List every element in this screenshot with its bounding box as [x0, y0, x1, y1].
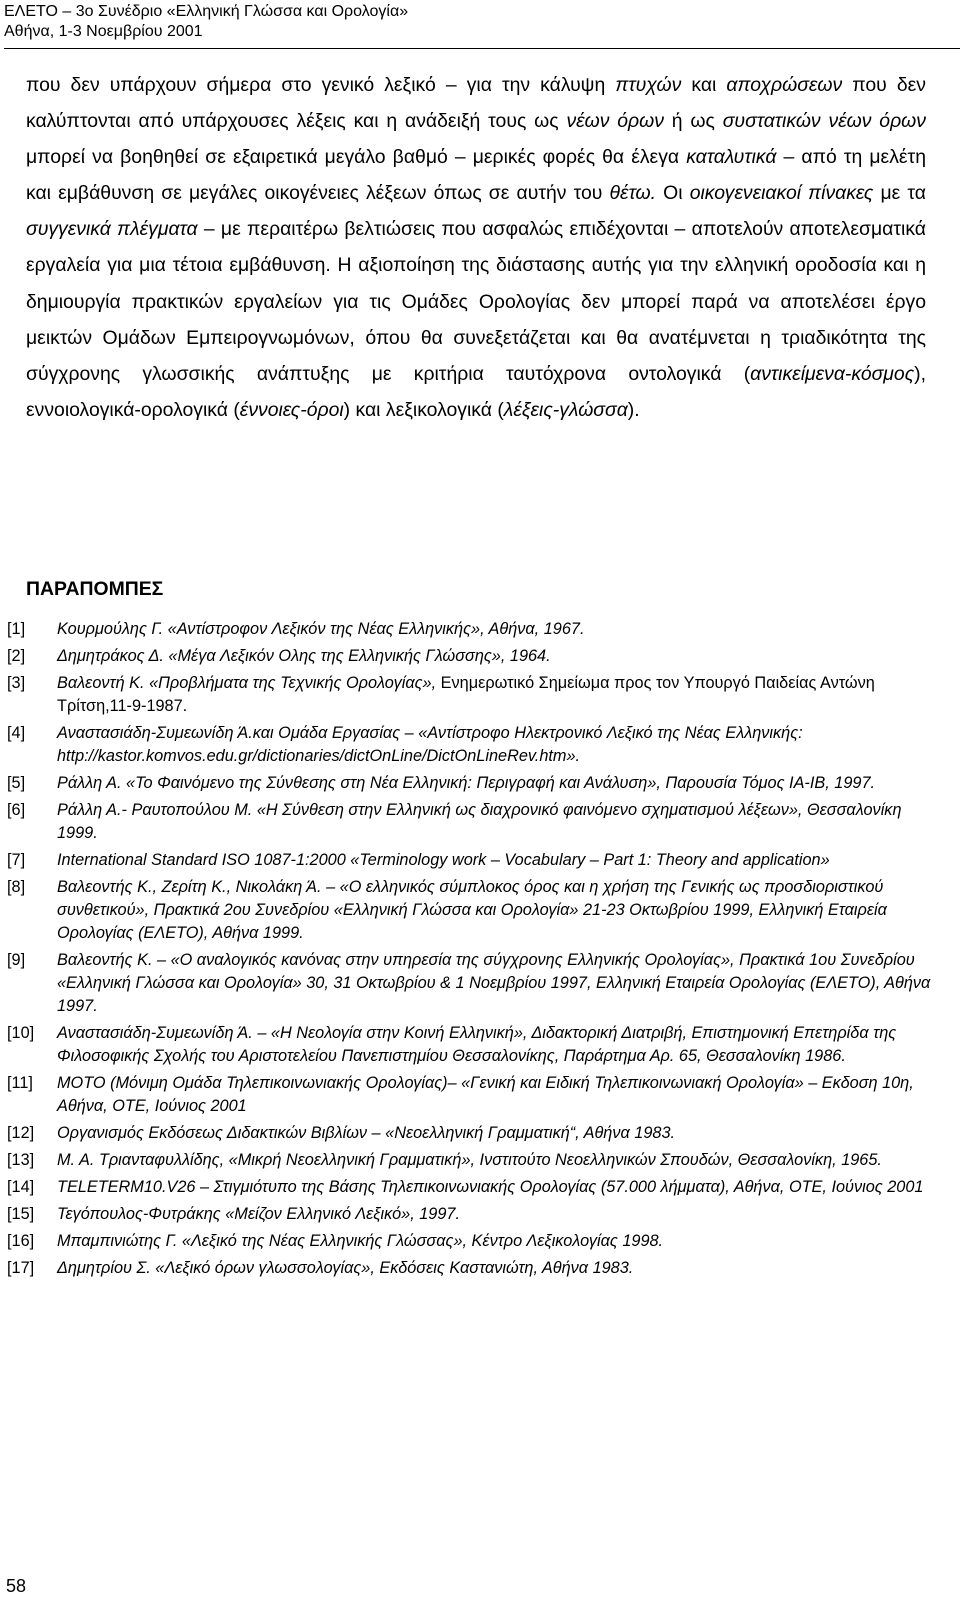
text-run: ), εννοιολογικά-ορολογικά (	[26, 362, 926, 421]
header-divider	[4, 48, 960, 49]
italic-term: καταλυτικά	[686, 146, 777, 169]
italic-term: συγγενικά πλέγματα	[26, 218, 198, 241]
reference-item	[7, 722, 937, 768]
reference-number: [1]	[7, 620, 26, 638]
reference-number: [2]	[7, 647, 26, 665]
text-run: – από τη μελέτη και εμβάθυνση σε μεγάλες οικογένειες λέξεων όπως σε αυτήν του	[26, 146, 926, 205]
reference-text	[57, 672, 937, 718]
reference-text	[57, 876, 937, 945]
reference-number: [17]	[7, 1259, 35, 1277]
body-paragraph	[26, 67, 926, 428]
reference-item	[7, 1176, 937, 1199]
reference-number: [4]	[7, 724, 26, 742]
header-date-location: Αθήνα, 1-3 Νοεμβρίου 2001	[4, 23, 203, 40]
reference-number: [12]	[7, 1124, 35, 1142]
reference-text-part: Βαλεοντή Κ. «Προβλήματα της Τεχνικής Ορολογίας»,	[57, 674, 441, 692]
italic-term: αποχρώσεων	[726, 74, 843, 96]
text-run: Οι	[656, 182, 690, 205]
reference-text-part: Ράλλη Α. «Το Φαινόμενο της Σύνθεσης στη Νέα Ελληνική: Περιγραφή και Ανάλυση», Παρουσία Τόμος ΙΑ-ΙΒ, 1997.	[57, 774, 876, 792]
reference-item	[7, 1022, 937, 1068]
text-run: ).	[627, 398, 640, 421]
reference-number: [11]	[7, 1074, 33, 1092]
reference-number: [5]	[7, 774, 26, 792]
text-run: – με περαιτέρω βελτιώσεις που ασφαλώς επιδέχονται – αποτελούν αποτελεσματικά εργαλεία για μια τέτοια εμβάθυνση. Η αξιοποίηση της διάστασης αυτής για την ελληνική ορoδοσία και η δημιουργία πρακτικών εργαλείων για τις Ομάδες Ορολογίας δεν μπορεί παρά να αποτελέσει έργο μεικτών Ομάδων Εμπειρογνωμόνων, όπου θα συνεξετάζεται και θα ανατέμνεται η τριαδικότητα της σύγχρονης γλωσσικής ανάπτυξης με κριτήρια ταυτόχρονα οντολογικά (	[26, 218, 926, 385]
reference-text	[57, 1122, 937, 1145]
paragraph-text	[26, 67, 926, 428]
reference-text-part: Δημητρίου Σ. «Λεξικό όρων γλωσσολογίας», Εκδόσεις Καστανιώτη, Αθήνα 1983.	[57, 1259, 634, 1277]
reference-number: [16]	[7, 1232, 35, 1250]
text-run: που δεν υπάρχουν σήμερα στο γενικό λεξικό – για την κάλυψη	[26, 74, 616, 96]
reference-item	[7, 1072, 937, 1118]
reference-text-part: Αναστασιάδη-Συμεωνίδη Ά.και Ομάδα Εργασίας – «Αντίστροφο Ηλεκτρονικό Λεξικό της Νέας Ελληνικής: http://kastor.komvos.edu.gr/dictionaries/dictOnLine/DictOnLineRev.htm».	[57, 724, 803, 765]
reference-number: [9]	[7, 951, 26, 969]
text-run: και	[681, 74, 727, 96]
italic-term: έννοιες-όροι	[239, 398, 344, 421]
reference-number: [3]	[7, 674, 26, 692]
text-run: μπορεί να βοηθηθεί σε εξαιρετικά μεγάλο βαθμό – μερικές φορές θα έλεγα	[26, 146, 687, 169]
reference-text	[57, 1149, 937, 1172]
reference-number: [15]	[7, 1205, 35, 1223]
reference-text-part: Μπαμπινιώτης Γ. «Λεξικό της Νέας Ελληνικής Γλώσσας», Κέντρο Λεξικολογίας 1998.	[57, 1232, 664, 1250]
reference-number: [7]	[7, 851, 26, 869]
reference-text	[57, 645, 937, 668]
reference-text	[57, 949, 937, 1018]
text-run: ) και λεξικολογικά (	[343, 398, 504, 421]
reference-text-part: Δημητράκος Δ. «Μέγα Λεξικόν Ολης της Ελληνικής Γλώσσης», 1964.	[57, 647, 551, 665]
reference-text	[57, 1203, 937, 1226]
reference-text-part: Τεγόπουλος-Φυτράκης «Μείζον Ελληνικό Λεξικό», 1997.	[57, 1205, 460, 1223]
reference-text	[57, 772, 937, 795]
text-run: ή ως	[663, 110, 723, 133]
reference-text	[57, 618, 937, 641]
reference-item	[7, 849, 937, 872]
reference-text-part: Κουρμούλης Γ. «Αντίστροφον Λεξικόν της Νέας Ελληνικής», Αθήνα, 1967.	[57, 620, 585, 638]
reference-item	[7, 949, 937, 1018]
reference-item	[7, 1257, 937, 1280]
reference-item	[7, 672, 937, 718]
reference-number: [10]	[7, 1024, 35, 1042]
reference-number: [6]	[7, 801, 26, 819]
reference-item	[7, 799, 937, 845]
reference-item	[7, 1149, 937, 1172]
reference-text	[57, 1072, 937, 1118]
reference-text-part: Αναστασιάδη-Συμεωνίδη Ά. – «Η Νεολογία στην Κοινή Ελληνική», Διδακτορική Διατριβή, Επιστημονική Επετηρίδα της Φιλοσοφικής Σχολής του Αριστοτελείου Πανεπιστημίου Θεσσαλονίκης, Παράρτημα Αρ. 65, Θεσσαλονίκη 1986.	[57, 1024, 897, 1065]
reference-item	[7, 645, 937, 668]
reference-text-part: International Standard ISO 1087-1:2000 «Terminology work – Vocabulary – Part 1: Theory and application»	[57, 851, 830, 869]
reference-item	[7, 1230, 937, 1253]
references-heading: ΠΑΡΑΠΟΜΠΕΣ	[26, 578, 164, 600]
reference-text-part: Ράλλη Α.- Ραυτοπούλου Μ. «Η Σύνθεση στην Ελληνική ως διαχρονικό φαινόμενο σχηματισμού λέξεων», Θεσσαλονίκη 1999.	[57, 801, 902, 842]
page-header	[4, 2, 408, 42]
reference-text-part: Βαλεοντής Κ. – «Ο αναλογικός κανόνας στην υπηρεσία της σύγχρονης Ελληνικής Ορολογίας», Πρακτικά 1ου Συνεδρίου «Ελληνική Γλώσσα και Ορολογία» 30, 31 Οκτωβρίου & 1 Νοεμβρίου 1997, Ελληνική Εταιρεία Ορολογίας (ΕΛΕΤΟ), Αθήνα 1997.	[57, 951, 931, 1015]
reference-number: [8]	[7, 878, 26, 896]
reference-text-part: Ενημερωτικό Σημείωμα προς τον Υπουργό Παιδείας Αντώνη Τρίτση,11-9-1987.	[57, 674, 875, 715]
reference-text-part: TELETERM10.V26 – Στιγμιότυπο της Βάσης Τηλεπικοινωνιακής Ορολογίας (57.000 λήμματα), Αθήνα, ΟΤΕ, Ιούνιος 2001	[57, 1178, 924, 1196]
reference-text	[57, 1230, 937, 1253]
reference-number: [14]	[7, 1178, 35, 1196]
reference-item	[7, 618, 937, 641]
reference-item	[7, 1122, 937, 1145]
reference-text-part: Οργανισμός Εκδόσεως Διδακτικών Βιβλίων – «Νεοελληνική Γραμματική“, Αθήνα 1983.	[57, 1124, 676, 1142]
reference-text	[57, 849, 937, 872]
italic-term: οικογενειακοί πίνακες	[689, 182, 874, 205]
references-list	[7, 618, 937, 1284]
italic-term: αντικείμενα-κόσμος	[750, 362, 915, 385]
reference-text	[57, 799, 937, 845]
reference-text	[57, 1257, 937, 1280]
header-conference-title: ΕΛΕΤΟ – 3ο Συνέδριο «Ελληνική Γλώσσα και Ορολογία»	[4, 3, 409, 20]
reference-item	[7, 876, 937, 945]
reference-text-part: Μ. Α. Τριανταφυλλίδης, «Μικρή Νεοελληνική Γραμματική», Ινστιτούτο Νεοελληνικών Σπουδών, Θεσσαλονίκη, 1965.	[57, 1151, 882, 1169]
italic-term: νέων όρων	[566, 110, 664, 133]
reference-item	[7, 772, 937, 795]
text-run: με τα	[873, 182, 927, 205]
reference-text	[57, 722, 937, 768]
italic-term: θέτω.	[609, 182, 657, 205]
reference-text-part: ΜΟΤΟ (Μόνιμη Ομάδα Τηλεπικοινωνιακής Ορολογίας)– «Γενική και Ειδική Τηλεπικοινωνιακή Ορολογία» – Εκδοση 10η, Αθήνα, ΟΤΕ, Ιούνιος 2001	[57, 1074, 914, 1115]
reference-text	[57, 1176, 937, 1199]
italic-term: λέξεις-γλώσσα	[503, 398, 628, 421]
italic-term: συστατικών νέων όρων	[722, 110, 926, 133]
reference-item	[7, 1203, 937, 1226]
reference-number: [13]	[7, 1151, 35, 1169]
italic-term: πτυχών	[615, 74, 682, 96]
reference-text-part: Βαλεοντής Κ., Ζερίτη Κ., Νικολάκη Ά. – «Ο ελληνικός σύμπλοκος όρος και η χρήση της Γενικής ως προσδιοριστικού συνθετικού», Πρακτικά 2ου Συνεδρίου «Ελληνική Γλώσσα και Ορολογία» 21-23 Οκτωβρίου 1999, Ελληνική Εταιρεία Ορολογίας (ΕΛΕΤΟ), Αθήνα 1999.	[57, 878, 887, 942]
reference-text	[57, 1022, 937, 1068]
page-number: 58	[6, 1576, 27, 1596]
text-run: που δεν καλύπτονται από υπάρχουσες λέξεις και η ανάδειξή τους ως	[26, 74, 926, 133]
